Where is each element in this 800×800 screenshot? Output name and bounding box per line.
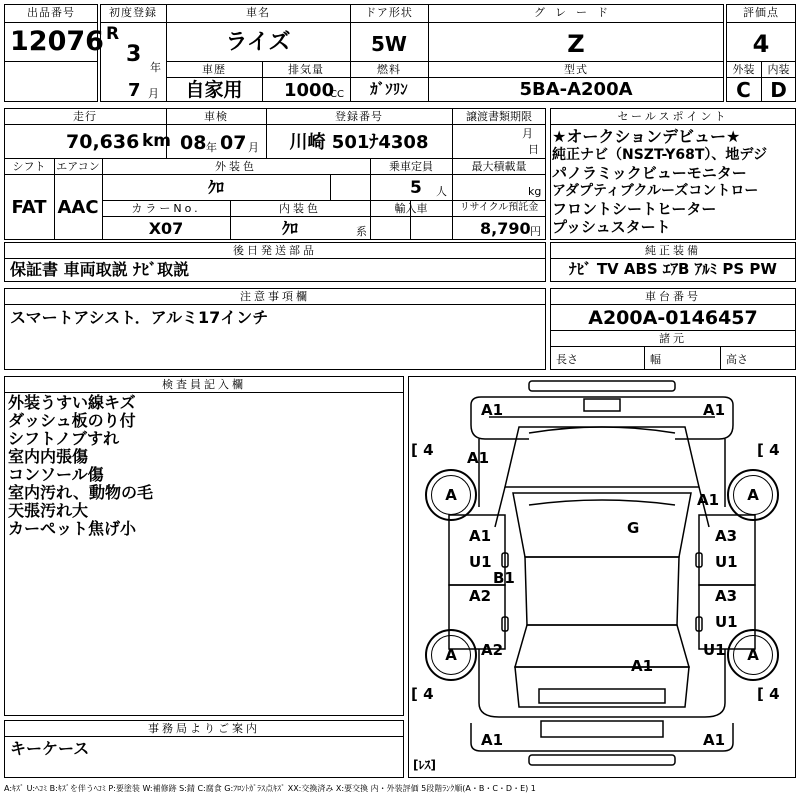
sales-points-list xyxy=(552,128,767,236)
width-label: 幅 xyxy=(650,353,661,366)
inspection-year-unit: 年 xyxy=(206,141,217,154)
grade-label: グレード xyxy=(534,6,618,19)
inspection-year: 08 xyxy=(180,132,207,154)
transfer-month-unit: 月 xyxy=(522,127,533,140)
tire-rear-left: A xyxy=(425,629,477,681)
door-type: 5W xyxy=(371,32,407,56)
mark-rear-fender-left: A2 xyxy=(481,641,504,659)
notes: スマートアシスト．アルミ17インチ xyxy=(10,308,269,327)
fuel-label: 燃料 xyxy=(377,63,401,76)
mark-rear-fender-right: U1 xyxy=(703,641,726,659)
plate-label: 登録番号 xyxy=(335,110,383,123)
remark: ダッシュ板のり付 xyxy=(8,411,136,430)
air-conditioner: AAC xyxy=(57,197,99,218)
remark: カーペット焦げ小 xyxy=(8,519,137,538)
office-notice: キーケース xyxy=(10,739,90,758)
mark-side-sill-left: B1 xyxy=(493,569,515,587)
notes-label: 注意事項欄 xyxy=(240,290,310,303)
sales-point: 純正ナビ（NSZT-Y68T）、地デジ xyxy=(552,147,768,163)
tread-front-left: [ 4 xyxy=(411,441,434,459)
shift: FAT xyxy=(11,197,47,218)
remark: シフトノブすれ xyxy=(8,429,120,448)
remark: 室内汚れ、動物の毛 xyxy=(8,483,153,502)
tire-rear-right: A xyxy=(727,629,779,681)
mark-front-bumper-right: A1 xyxy=(703,401,726,419)
inspection-label: 車検 xyxy=(204,110,228,123)
specs-label: 諸元 xyxy=(659,332,687,345)
mark-rear-bumper-right: A1 xyxy=(703,731,726,749)
office-label: 事務局よりご案内 xyxy=(148,722,260,735)
recycle-unit: 円 xyxy=(530,225,541,238)
mark-front-door-left-dent: U1 xyxy=(469,553,492,571)
exterior-label: 外装 xyxy=(732,63,755,76)
sales-point: プッシュスタート xyxy=(552,218,671,236)
later-parts-label: 後日発送部品 xyxy=(233,244,317,257)
mark-rear-bumper-left: A1 xyxy=(481,731,504,749)
mark-front-fender-left: A1 xyxy=(467,449,490,467)
remark: コンソール傷 xyxy=(8,465,104,484)
damage-legend: A:ｷｽﾞ U:ﾍｺﾐ B:ｷｽﾞを伴うﾍｺﾐ P:要塗装 W:補修跡 S:錆 C:腐食 G:ﾌﾛﾝﾄｶﾞﾗｽ点ｷｽﾞ XX:交換済み X:要交換 内・外装評価 5段階ﾗﾝｸ順(A・B・C・D・E) 1 xyxy=(4,784,536,793)
mileage: 70,636 xyxy=(66,131,140,153)
import-label: 輸入車 xyxy=(394,202,428,215)
model-label: 型式 xyxy=(564,63,588,76)
tread-rear-right: [ 4 xyxy=(757,685,780,703)
mark-rear-door-right: A3 xyxy=(715,587,738,605)
sales-point: パノラミックビューモニター xyxy=(552,164,747,182)
chassis-label: 車台番号 xyxy=(645,290,701,303)
displacement-label: 排気量 xyxy=(288,63,324,76)
history-label: 車歴 xyxy=(202,63,226,76)
ext-color-label: 外装色 xyxy=(215,160,257,173)
sales-points-label: セールスポイント xyxy=(617,110,729,123)
sales-point: フロントシートヒーター xyxy=(552,200,717,218)
mark-trunk: A1 xyxy=(631,657,654,675)
mark-front-door-right: A3 xyxy=(715,527,738,545)
color-no-label: カラーNo. xyxy=(131,202,201,215)
mark-front-door-left: A1 xyxy=(469,527,492,545)
displacement: 1000 xyxy=(284,80,335,101)
score: 4 xyxy=(752,30,770,58)
mark-rear-door-left: A2 xyxy=(469,587,492,605)
recycle-fee: 8,790 xyxy=(480,219,531,238)
first-reg-label: 初度登録 xyxy=(109,6,157,19)
transfer-label: 譲渡書類期限 xyxy=(466,110,532,123)
tread-rear-left: [ 4 xyxy=(411,685,434,703)
fuel: ｶﾞｿﾘﾝ xyxy=(370,80,408,98)
model: 5BA-A200A xyxy=(519,79,633,100)
inspector-remarks xyxy=(8,394,153,538)
tire-front-left: A xyxy=(425,469,477,521)
door-label: ドア形状 xyxy=(365,6,413,19)
year-unit: 年 xyxy=(150,61,161,74)
height-label: 高さ xyxy=(726,353,748,366)
history: 自家用 xyxy=(185,79,243,101)
inspector-label: 検査員記入欄 xyxy=(162,378,246,391)
first-reg-year: 3 xyxy=(126,42,142,67)
mark-hood: G xyxy=(627,519,640,537)
inspection-month-unit: 月 xyxy=(248,141,259,154)
recycle-label: リサイクル預託金 xyxy=(459,202,539,213)
mileage-unit: km xyxy=(142,131,172,151)
remark: 室内内張傷 xyxy=(8,447,89,466)
shift-label: シフト xyxy=(12,160,46,173)
inspection-month: 07 xyxy=(220,132,247,154)
genuine-equipment-label: 純正装備 xyxy=(645,244,701,257)
mark-front-door-right-dent: U1 xyxy=(715,553,738,571)
lot-number: 12076 xyxy=(10,26,104,57)
car-name: ライズ xyxy=(225,30,291,55)
capacity-label: 乗車定員 xyxy=(389,160,433,173)
car-name-label: 車名 xyxy=(246,6,270,19)
int-color-label: 内装色 xyxy=(279,202,321,215)
mark-front-fender-right: A1 xyxy=(697,491,720,509)
plate-number: 川崎 501ﾅ4308 xyxy=(289,132,429,153)
int-color-unit: 系 xyxy=(356,225,367,238)
score-label: 評価点 xyxy=(743,6,779,19)
era: R xyxy=(106,24,120,44)
load-label: 最大積載量 xyxy=(471,160,527,173)
later-parts: 保証書 車両取説 ﾅﾋﾞ取説 xyxy=(10,260,190,279)
ac-label: エアコン xyxy=(56,160,100,173)
tread-front-right: [ 4 xyxy=(757,441,780,459)
ext-color: ｸﾛ xyxy=(207,178,224,197)
mark-front-bumper-left: A1 xyxy=(481,401,504,419)
sales-point: ★オークションデビュー★ xyxy=(552,127,741,146)
tire-front-right: A xyxy=(727,469,779,521)
displacement-unit: CC xyxy=(330,89,344,100)
first-reg-month: 7 xyxy=(128,80,141,101)
spare-tire: [ﾚｽ] xyxy=(413,758,436,772)
length-label: 長さ xyxy=(556,353,578,366)
chassis-number: A200A-0146457 xyxy=(588,307,758,329)
interior-grade: D xyxy=(770,78,787,102)
int-color: ｸﾛ xyxy=(281,219,298,238)
car-outline xyxy=(409,377,795,777)
mark-rear-door-right-dent: U1 xyxy=(715,613,738,631)
damage-diagram xyxy=(408,376,796,778)
remark: 天張汚れ大 xyxy=(8,501,89,520)
remark: 外装うすい線キズ xyxy=(8,393,136,412)
capacity: 5 xyxy=(410,178,422,198)
color-no: X07 xyxy=(148,219,184,238)
capacity-unit: 人 xyxy=(436,185,447,198)
month-unit: 月 xyxy=(148,87,159,100)
sales-point: アダプティブクルーズコントロー xyxy=(552,183,759,199)
load-unit: kg xyxy=(528,185,542,198)
interior-label: 内装 xyxy=(767,63,790,76)
lot-label: 出品番号 xyxy=(27,6,75,19)
grade: Z xyxy=(567,30,585,58)
exterior-grade: C xyxy=(736,78,751,102)
transfer-day-unit: 日 xyxy=(528,143,539,156)
genuine-equipment: ﾅﾋﾞ TV ABS ｴｱB ｱﾙﾐ PS PW xyxy=(569,260,777,278)
mileage-label: 走行 xyxy=(73,110,97,123)
